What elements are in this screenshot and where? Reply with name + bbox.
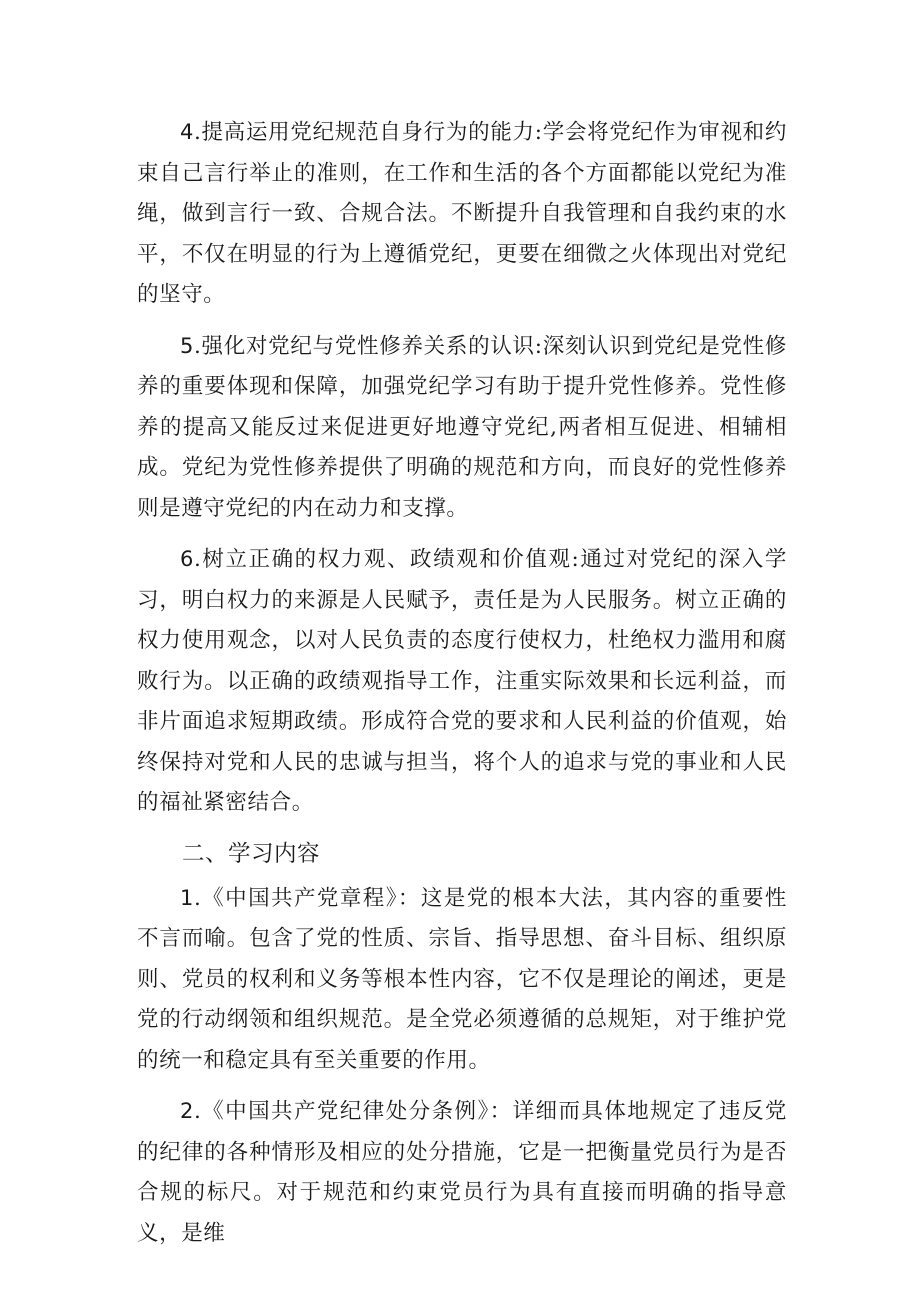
section-heading: 二、学习内容 [182,840,321,867]
document-body [137,112,787,1264]
paragraph-item-5 [137,326,787,530]
paragraph-number: 6 [180,547,194,571]
paragraph-item-4 [137,112,787,316]
paragraph-text: .树立正确的权力观、政绩观和价值观:通过对党纪的深入学习，明白权力的来源是人民赋予，责任是为人民服务。树立正确的权力使用观念，以对人民负责的态度行使权力，杜绝权力滥用和腐败行为。以正确的政绩观指导工作，注重实际效果和长远利益，而非片面追求短期政绩。形成符合党的要求和人民利益的价值观，始终保持对党和人民的忠诚与担当，将个人的追求与党的事业和人民的福祉紧密结合。 [137,547,787,815]
paragraph-number: 1 [180,885,194,910]
paragraph-number: 4 [180,120,194,144]
paragraph-item-1 [137,878,787,1082]
paragraph-number: 5 [180,333,194,358]
paragraph-item-2 [137,1091,787,1254]
paragraph-number: 2 [180,1099,194,1123]
paragraph-text: .提高运用党纪规范自身行为的能力:学会将党纪作为审视和约束自己言行举止的准则，在工作和生活的各个方面都能以党纪为准绳，做到言行一致、合规合法。不断提升自我管理和自我约束的水平，不仅在明显的行为上遵循党纪，更要在细微之火体现出对党纪的坚守。 [137,120,787,307]
paragraph-text: .《中国共产党纪律处分条例》：详细而具体地规定了违反党的纪律的各种情形及相应的处分措施，它是一把衡量党员行为是否合规的标尺。对于规范和约束党员行为具有直接而明确的指导意义，是维 [137,1099,787,1246]
paragraph-text: .《中国共产党章程》：这是党的根本大法，其内容的重要性不言而喻。包含了党的性质、宗旨、指导思想、奋斗目标、组织原则、党员的权利和义务等根本性内容，它不仅是理论的阐述，更是党的行动纲领和组织规范。是全党必须遵循的总规矩，对于维护党的统一和稳定具有至关重要的作用。 [137,885,787,1073]
paragraph-text: .强化对党纪与党性修养关系的认识:深刻认识到党纪是党性修养的重要体现和保障，加强党纪学习有助于提升党性修养。党性修养的提高又能反过来促进更好地遵守党纪,两者相互促进、相辅相成。党纪为党性修养提供了明确的规范和方向，而良好的党性修养则是遵守党纪的内在动力和支撑。 [137,333,787,521]
paragraph-item-6 [137,539,787,824]
